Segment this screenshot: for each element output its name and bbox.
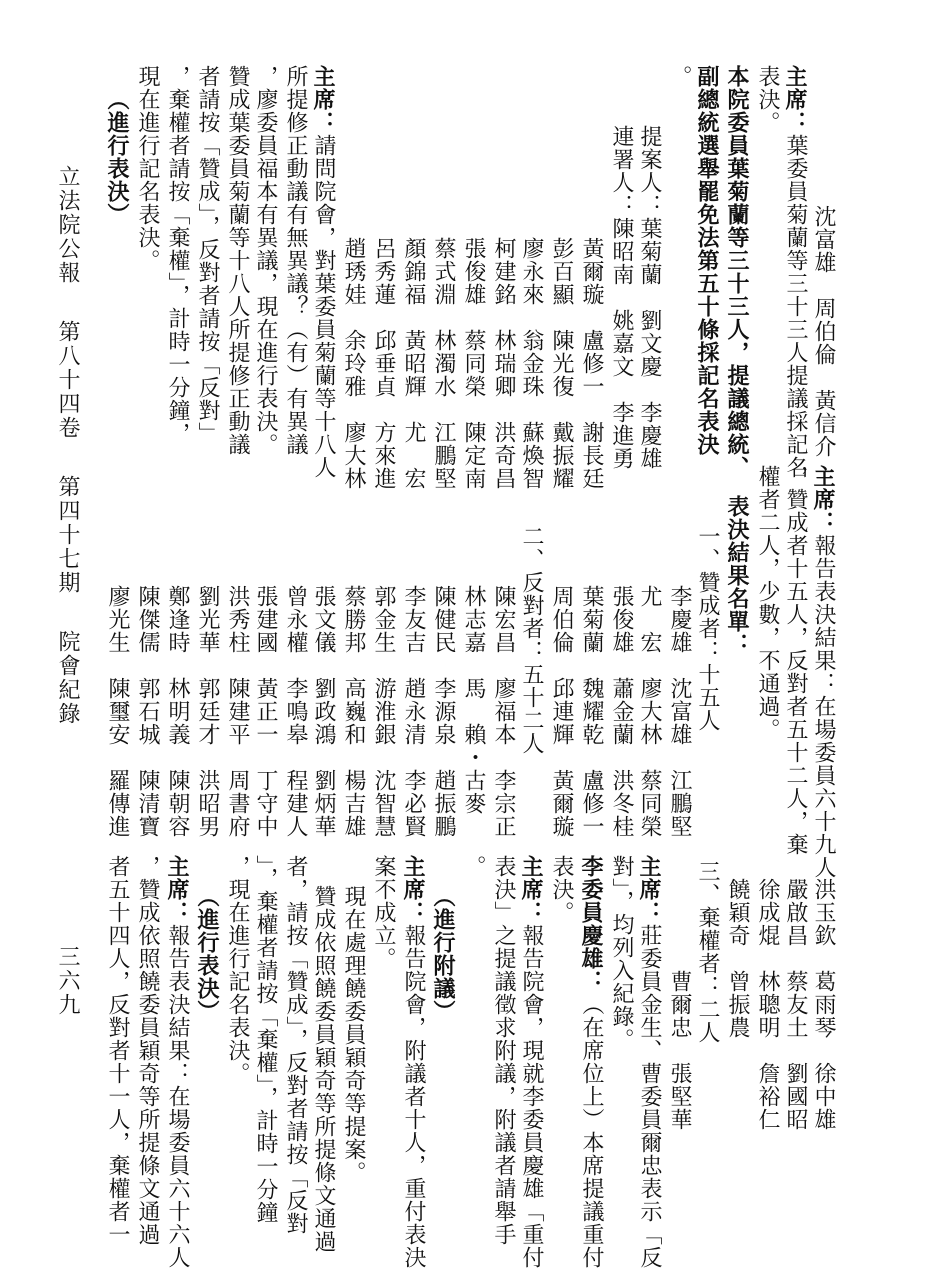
no-names-row: 陳健民 李源泉 趙振鵬: [431, 585, 456, 838]
text-line: 案不成立。: [371, 855, 396, 970]
statement-text: 報告院會，現就李委員慶雄「重付: [519, 924, 544, 1269]
speaker-label: 主席：: [782, 65, 808, 134]
no-names-row: 鄭逢時 林明義 陳朝容: [165, 585, 190, 838]
proceeding-note: （進行附議）: [430, 885, 456, 1023]
statement-text: （在席位上）本席提議重付: [579, 993, 604, 1269]
cosigner-names: 廖永來 翁金珠 蘇煥智: [519, 237, 544, 490]
no-names-row: 陳傑儒 郭石城 陳清寶: [135, 585, 160, 838]
yes-names-row: 李慶雄 沈富雄 江鵬堅: [667, 585, 692, 838]
volume-label: 第八十四卷: [55, 320, 80, 440]
cosigner-names: 張俊雄 蔡同榮 陳定南: [461, 237, 486, 490]
chair-statement: [634, 855, 664, 1269]
text-line: 表決。: [549, 855, 574, 924]
result-list-title: 表決結果名單：: [724, 495, 750, 656]
speaker-label: 主席：: [518, 855, 544, 924]
abstain-names: 曹爾忠 張堅華: [667, 970, 692, 1131]
chair-statement: [780, 65, 810, 479]
chair-statement: [308, 65, 338, 479]
motion-title: 本院委員葉菊蘭等三十三人，提議總統、: [724, 65, 750, 479]
speaker-label: 李委員慶雄：: [578, 855, 604, 993]
speaker-label: 主席：: [636, 855, 662, 924]
text-line: 現在進行記名表決。: [135, 65, 160, 272]
proceeding-note: （進行表決）: [194, 885, 220, 1023]
statement-text: 請問院會，對葉委員菊蘭等十八人: [311, 134, 336, 479]
text-line: 者請按「贊成」，反對者請按「反對」: [195, 65, 220, 445]
signers-line: 沈富雄 周伯倫 黃信介: [811, 205, 836, 458]
proceeding-note: （進行表決）: [104, 88, 130, 226]
cosigner-names: 呂秀蓮 邱垂貞 方來進: [371, 237, 396, 490]
speaker-label: 主席：: [310, 65, 336, 134]
chair-statement: [162, 855, 192, 1269]
no-names-row: 廖光生 陳璽安 羅傳進: [105, 585, 130, 838]
text-line: 贊成依照饒委員穎奇等所提條文通過: [311, 885, 336, 1253]
statement-text: 報告院會，附議者十人，重付表決: [401, 924, 426, 1269]
no-title: 二、反對者：五十二人: [519, 525, 544, 755]
no-names-row: 嚴啟昌 蔡友土 劉國昭: [783, 878, 808, 1131]
text-line: 者五十四人，反對者十一人，棄權者一: [105, 855, 130, 1246]
no-names-row: 張建國 黃正一 丁守中: [253, 585, 278, 838]
text-line: 對」，均列入紀錄。: [609, 855, 634, 1051]
no-names-row: 曾永權 李鳴皋 程建人: [283, 585, 308, 838]
text-line: 。: [461, 855, 486, 878]
no-names-row: 徐成焜 林聰明 詹裕仁: [755, 878, 780, 1131]
abstain-title: 三、棄權者：二人: [695, 860, 720, 1044]
yes-title: 一、贊成者：十五人: [695, 525, 720, 732]
publication-name: 立法院公報: [55, 165, 80, 285]
no-names-row: 林志嘉 馬 賴・古麥: [461, 585, 486, 815]
cosigner-names: 趙琇娃 余玲雅 廖大林: [341, 237, 366, 490]
cosigner-names: 黃爾璇 盧修一 謝長廷: [579, 237, 604, 490]
text-line: ，廖委員福本有異議，現在進行表決。: [253, 65, 278, 456]
statement-text: 報告表決結果：在場委員六十六人: [165, 924, 190, 1269]
cosigner-names: 彭百顯 陳光復 戴振耀: [549, 237, 574, 490]
text-line: 表決。: [755, 65, 780, 134]
speaker-label: 主席：: [164, 855, 190, 924]
cosigner-names: 蔡式淵 林濁水 江鵬堅: [431, 237, 456, 490]
no-names-row: 張文儀 劉政鴻 劉炳華: [311, 585, 336, 838]
text-line: 表決」之提議徵求附議，附議者請舉手: [491, 855, 516, 1246]
yes-names-row: 尤 宏 廖大林 蔡同榮: [637, 585, 662, 838]
speaker-label: 主席：: [810, 465, 836, 534]
text-line: 現在處理饒委員穎奇等提案。: [341, 885, 366, 1184]
text-line: ，贊成者十五人，反對者五十二人，棄: [783, 465, 808, 856]
chair-statement: [516, 855, 546, 1269]
chair-statement: [398, 855, 428, 1269]
text-line: 所提修正動議有無異議？（有）有異議: [283, 65, 308, 456]
section-label: 院會紀錄: [55, 630, 80, 726]
no-names-row: 饒穎奇 曾振農: [725, 878, 750, 1039]
no-names-row: 洪秀柱 陳建平 周書府: [225, 585, 250, 838]
yes-names-row: 葉菊蘭 魏耀乾 盧修一: [579, 585, 604, 838]
speaker-label: 主席：: [400, 855, 426, 924]
yes-names-row: 周伯倫 邱連輝 黃爾璇: [549, 585, 574, 838]
text-line: 」，棄權者請按「棄權」，計時一分鐘: [253, 855, 278, 1224]
statement-text: 莊委員金生、曹委員爾忠表示「反: [637, 924, 662, 1269]
no-names-row: 劉光華 郭廷才 洪昭男: [195, 585, 220, 838]
text-line: ，贊成依照饒委員穎奇等所提條文通過: [135, 855, 160, 1246]
text-line: ，棄權者請按「棄權」，計時一分鐘，: [165, 65, 190, 445]
no-names-row: 蔡勝邦 高巍和 楊吉雄: [341, 585, 366, 838]
cosigner-names: 顏錦福 黃昭輝 尤 宏: [401, 237, 426, 490]
statement-text: 葉委員菊蘭等三十三人提議採記名: [783, 134, 808, 479]
chair-statement: [808, 465, 838, 879]
running-header: [52, 165, 83, 752]
cosigner-names: 柯建銘 林瑞卿 洪奇昌: [491, 237, 516, 490]
proposers-line: 提案人：葉菊蘭 劉文慶 李慶雄: [637, 125, 662, 470]
no-names-row: 陳宏昌 廖福本 李宗正: [491, 585, 516, 838]
no-names-row: 洪玉欽 葛雨琴 徐中雄: [811, 878, 836, 1131]
text-line: ，現在進行記名表決。: [225, 855, 250, 1085]
motion-title-cont: 副總統選舉罷免法第五十條採記名表決: [694, 65, 720, 456]
text-line: 。: [667, 65, 692, 88]
text-line: 權者二人，少數，不通過。: [755, 465, 780, 741]
member-statement: [576, 855, 606, 1269]
no-names-row: 郭金生 游淮銀 沈智慧: [371, 585, 396, 838]
statement-text: 報告表決結果：在場委員六十九人: [811, 534, 836, 879]
page-number: 三六九: [55, 945, 80, 1017]
no-names-row: 李友吉 趙永清 李必賢: [401, 585, 426, 838]
issue-label: 第四十七期: [55, 475, 80, 595]
cosigners-line: 連署人：陳昭南 姚嘉文 李進勇: [609, 125, 634, 470]
yes-names-row: 張俊雄 蕭金蘭 洪冬桂: [609, 585, 634, 838]
text-line: 者，請按「贊成」，反對者請按「反對: [283, 855, 308, 1235]
text-line: 贊成葉委員菊蘭等十八人所提修正動議: [225, 65, 250, 456]
